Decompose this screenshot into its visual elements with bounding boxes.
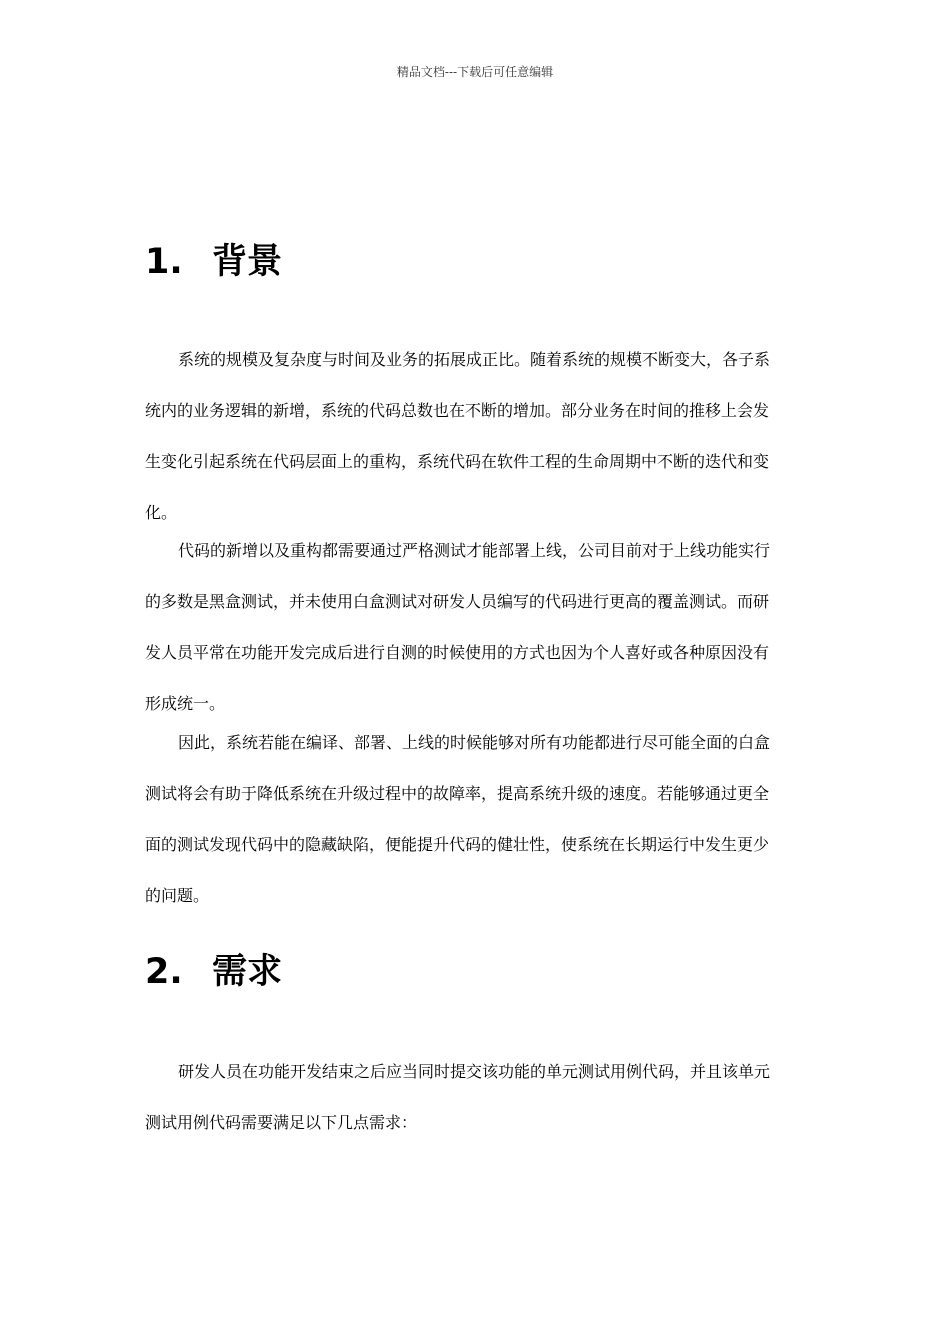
section-heading-requirements — [145, 950, 282, 994]
paragraph-background-2 — [145, 525, 805, 729]
paragraph-line: 面的测试发现代码中的隐藏缺陷，便能提升代码的健壮性，使系统在长期运行中发生更少 — [145, 835, 770, 854]
paragraph-line: 化。 — [145, 503, 178, 522]
section-number: 1. — [145, 242, 183, 282]
paragraph-line: 测试将会有助于降低系统在升级过程中的故障率，提高系统升级的速度。若能够通过更全 — [145, 784, 770, 803]
paragraph-line: 代码的新增以及重构都需要通过严格测试才能部署上线，公司目前对于上线功能实行 — [178, 541, 771, 560]
paragraph-line: 的多数是黑盒测试，并未使用白盒测试对研发人员编写的代码进行更高的覆盖测试。而研 — [145, 592, 770, 611]
paragraph-line: 的问题。 — [145, 886, 210, 905]
section-title: 背景 — [212, 242, 283, 282]
paragraph-requirements-1 — [145, 1046, 805, 1148]
section-title: 需求 — [212, 952, 283, 992]
paragraph-background-1 — [145, 334, 805, 538]
paragraph-line: 因此，系统若能在编译、部署、上线的时候能够对所有功能都进行尽可能全面的白盒 — [178, 733, 771, 752]
paragraph-line: 系统的规模及复杂度与时间及业务的拓展成正比。随着系统的规模不断变大，各子系 — [178, 350, 771, 369]
section-heading-background — [145, 240, 282, 284]
paragraph-line: 发人员平常在功能开发完成后进行自测的时候使用的方式也因为个人喜好或各种原因没有 — [145, 643, 770, 662]
paragraph-line: 研发人员在功能开发结束之后应当同时提交该功能的单元测试用例代码，并且该单元 — [178, 1062, 771, 1081]
paragraph-line: 测试用例代码需要满足以下几点需求： — [145, 1113, 418, 1132]
paragraph-line: 统内的业务逻辑的新增，系统的代码总数也在不断的增加。部分业务在时间的推移上会发 — [145, 401, 770, 420]
header-watermark: 精品文档---下载后可任意编辑 — [396, 65, 554, 79]
paragraph-line: 生变化引起系统在代码层面上的重构，系统代码在软件工程的生命周期中不断的迭代和变 — [145, 452, 770, 471]
section-number: 2. — [145, 952, 183, 992]
paragraph-line: 形成统一。 — [145, 694, 226, 713]
paragraph-background-3 — [145, 717, 805, 921]
